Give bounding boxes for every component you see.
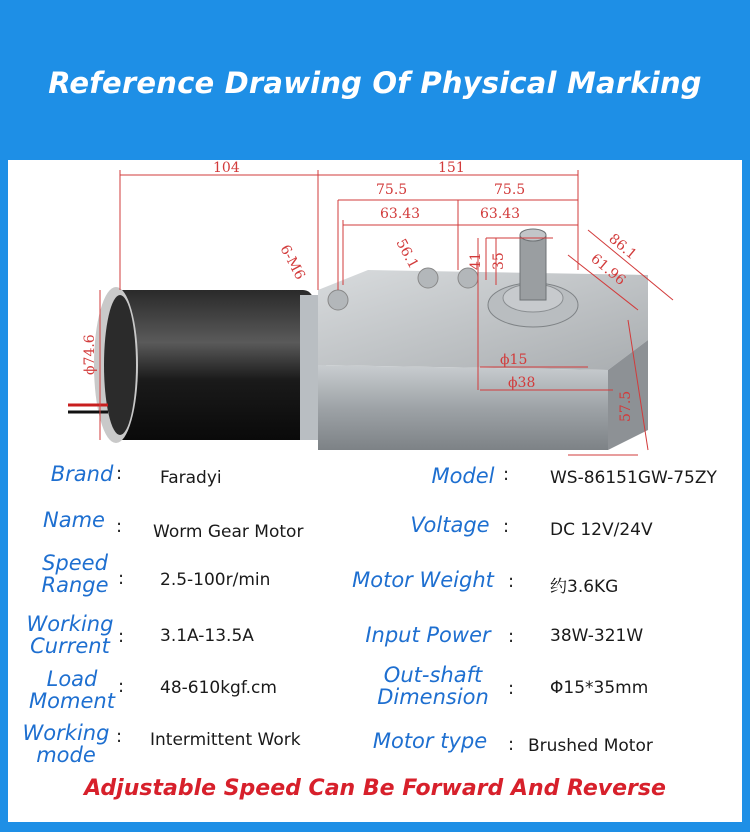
motor-body xyxy=(68,287,326,443)
dim-6-m6: 6-M6 xyxy=(276,242,308,283)
dim-61-96: 61.96 xyxy=(587,250,629,289)
mode-value: Intermittent Work xyxy=(150,730,301,750)
load-colon: : xyxy=(118,676,125,697)
name-value: Worm Gear Motor xyxy=(153,522,304,542)
type-colon: : xyxy=(508,734,515,755)
brand-colon: : xyxy=(116,463,123,484)
mode-colon: : xyxy=(116,726,123,747)
dim-151: 151 xyxy=(438,160,465,176)
dim-75-right: 75.5 xyxy=(494,182,526,198)
motor-type-label: Motor type xyxy=(372,729,488,753)
current-value: 3.1A-13.5A xyxy=(160,626,254,646)
load-moment-label: Load Moment xyxy=(29,667,115,713)
brand-label: Brand xyxy=(50,462,114,486)
speed-value: 2.5-100r/min xyxy=(160,570,271,590)
load-value: 48-610kgf.cm xyxy=(160,678,277,698)
motor-dimension-drawing xyxy=(8,160,742,460)
spec-row-current-power xyxy=(8,612,742,666)
dim-57-5: 57.5 xyxy=(618,390,634,422)
motor-weight-label: Motor Weight xyxy=(352,568,494,592)
power-colon: : xyxy=(508,626,515,647)
dim-75-left: 75.5 xyxy=(376,182,408,198)
model-value: WS-86151GW-75ZY xyxy=(550,468,717,488)
dim-35: 35 xyxy=(491,252,507,270)
dim-86-1: 86.1 xyxy=(605,230,640,264)
dim-63-left: 63.43 xyxy=(380,206,421,222)
dim-15: ϕ15 xyxy=(500,352,528,368)
current-colon: : xyxy=(118,626,125,647)
working-mode-label: Working mode xyxy=(22,721,110,767)
footer-tagline: Adjustable Speed Can Be Forward And Reverse xyxy=(84,776,666,801)
input-power-label: Input Power xyxy=(365,623,491,647)
dim-56-1: 56.1 xyxy=(392,236,422,272)
working-current-label: Working Current xyxy=(26,612,114,658)
page-title: Reference Drawing Of Physical Marking xyxy=(48,66,702,100)
voltage-colon: : xyxy=(503,516,510,537)
speed-colon: : xyxy=(118,568,125,589)
header-banner xyxy=(0,0,750,160)
weight-value: 约3.6KG xyxy=(550,577,619,597)
type-value: Brushed Motor xyxy=(528,736,653,756)
motor-drawing-svg xyxy=(8,160,742,460)
dim-41: 41 xyxy=(468,252,484,270)
voltage-label: Voltage xyxy=(410,513,490,537)
out-shaft-dimension-label: Out-shaft Dimension xyxy=(377,663,489,709)
frame-left-border xyxy=(0,160,8,832)
name-colon: : xyxy=(116,516,123,537)
spec-row-mode-type xyxy=(8,718,742,772)
model-colon: : xyxy=(503,464,510,485)
weight-colon: : xyxy=(508,571,515,592)
brand-value: Faradyi xyxy=(160,468,222,488)
shaft-value: Φ15*35mm xyxy=(550,678,649,698)
name-label: Name xyxy=(43,508,105,532)
dim-63-right: 63.43 xyxy=(480,206,521,222)
dim-104: 104 xyxy=(213,160,240,176)
spec-row-speed-weight xyxy=(8,552,742,606)
shaft-colon: : xyxy=(508,678,515,699)
voltage-value: DC 12V/24V xyxy=(550,520,653,540)
dim-74-6: ϕ74.6 xyxy=(82,334,98,375)
model-label: Model xyxy=(431,464,495,488)
dim-38: ϕ38 xyxy=(508,375,536,391)
power-value: 38W-321W xyxy=(550,626,644,646)
speed-range-label: Speed Range xyxy=(41,551,109,597)
frame-right-border xyxy=(742,160,750,832)
spec-row-load-shaft xyxy=(8,664,742,718)
frame-bottom-border xyxy=(0,822,750,832)
